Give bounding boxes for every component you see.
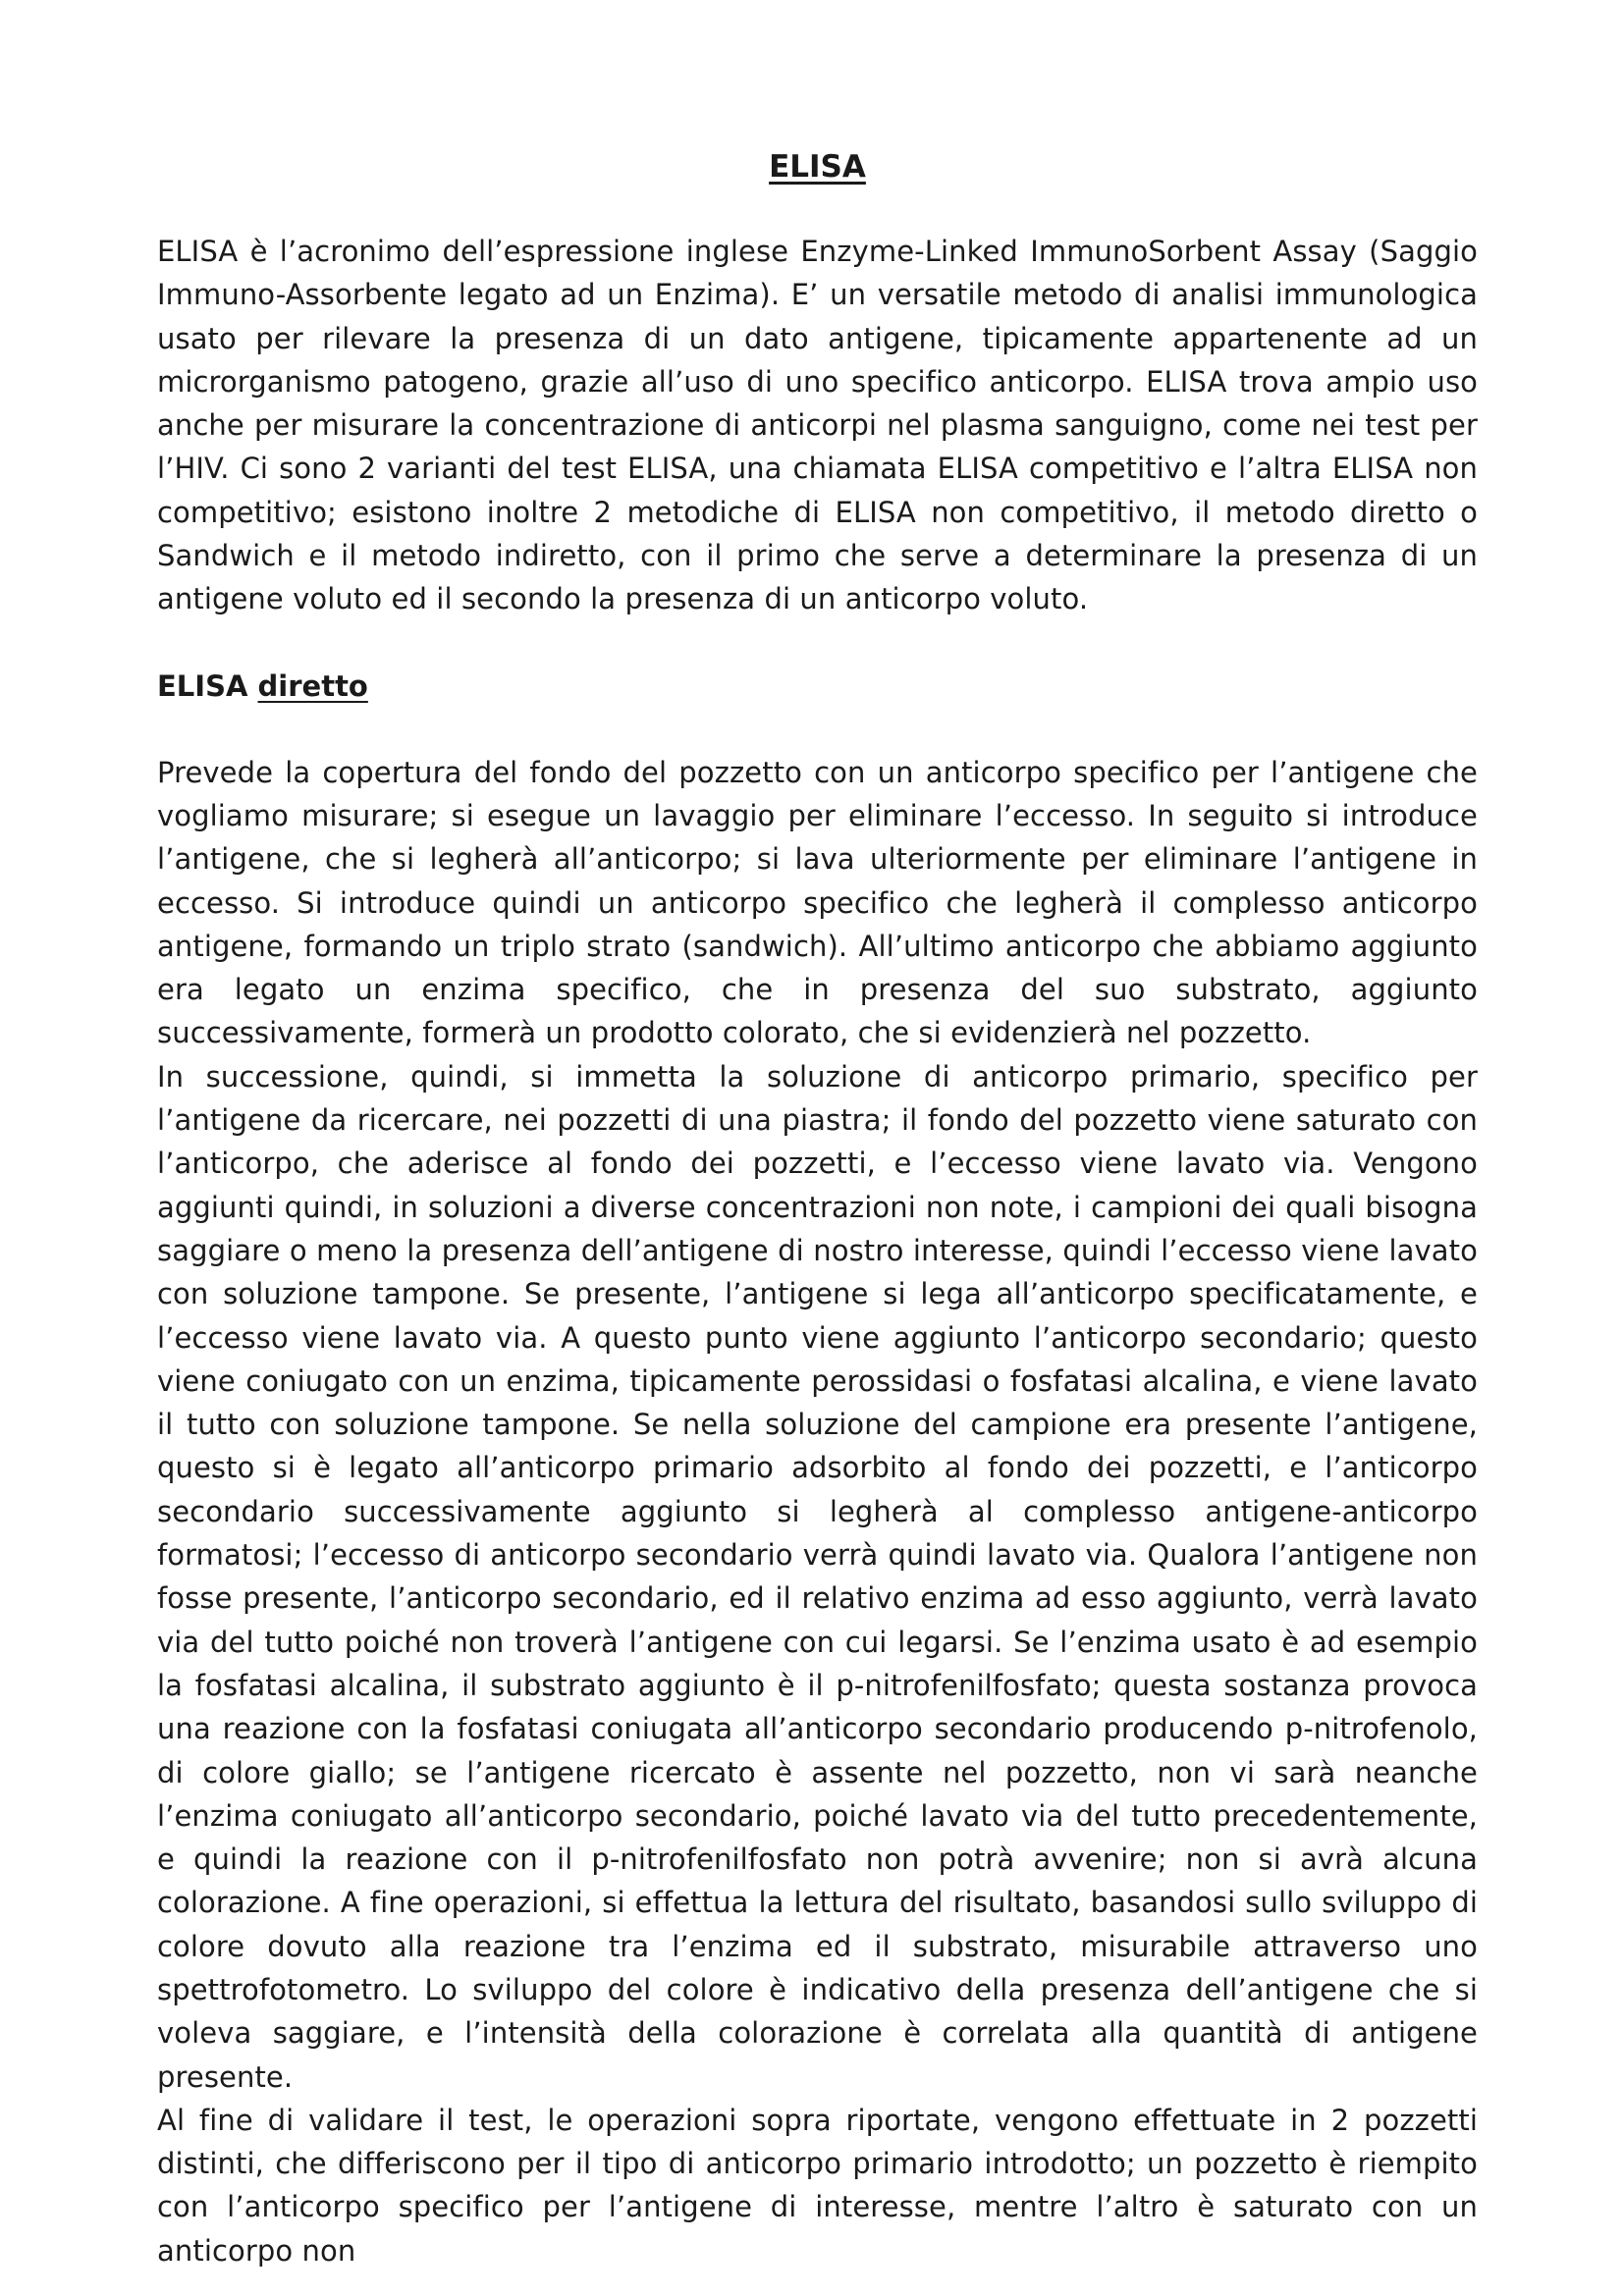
page-title: ELISA [769,149,866,185]
body-paragraph-3: Al fine di validare il test, le operazioni sopra riportate, vengono effettuate in 2 pozzetti distinti, che differiscono per il tipo di anticorpo primario introdotto; un pozzetto è riempito con l’anticorpo specifico per l’antigene di interesse, mentre l’altro è saturato con un anticorpo non [157,2103,1478,2268]
document-page [157,147,1478,2272]
section-heading-part1: ELISA [157,668,248,703]
section-heading-part2: diretto [257,668,368,703]
body-paragraph-1: Prevede la copertura del fondo del pozzetto con un anticorpo specifico per l’antigene che vogliamo misurare; si esegue un lavaggio per eliminare l’eccesso. In seguito si introduce l’antigene, che si legherà all’anticorpo; si lava ulteriormente per eliminare l’antigene in eccesso. Si introduce quindi un anticorpo specifico che legherà il complesso anticorpo antigene, formando un triplo strato (sandwich). All’ultimo anticorpo che abbiamo aggiunto era legato un enzima specifico, che in presenza del suo substrato, aggiunto successivamente, formerà un prodotto colorato, che si evidenzierà nel pozzetto. [157,755,1478,1050]
intro-paragraph: ELISA è l’acronimo dell’espressione inglese Enzyme-Linked ImmunoSorbent Assay (Saggio Immuno-Assorbente legato ad un Enzima). E’ un versatile metodo di analisi immunologica usato per rilevare la presenza di un dato antigene, tipicamente appartenente ad un microrganismo patogeno, grazie all’uso di uno specifico anticorpo. ELISA trova ampio uso anche per misurare la concentrazione di anticorpi nel plasma sanguigno, come nei test per l’HIV. Ci sono 2 varianti del test ELISA, una chiamata ELISA competitivo e l’altra ELISA non competitivo; esistono inoltre 2 metodiche di ELISA non competitivo, il metodo diretto o Sandwich e il metodo indiretto, con il primo che serve a determinare la presenza di un antigene voluto ed il secondo la presenza di un anticorpo voluto. [157,235,1478,616]
section-heading [157,665,1478,708]
body-paragraph-2: In successione, quindi, si immetta la soluzione di anticorpo primario, specifico per l’antigene da ricercare, nei pozzetti di una piastra; il fondo del pozzetto viene saturato con l’anticorpo, che aderisce al fondo dei pozzetti, e l’eccesso viene lavato via. Vengono aggiunti quindi, in soluzioni a diverse concentrazioni non note, i campioni dei quali bisogna saggiare o meno la presenza dell’antigene di nostro interesse, quindi l’eccesso viene lavato con soluzione tampone. Se presente, l’antigene si lega all’anticorpo specificatamente, e l’eccesso viene lavato via. A questo punto viene aggiunto l’anticorpo secondario; questo viene coniugato con un enzima, tipicamente perossidasi o fosfatasi alcalina, e viene lavato il tutto con soluzione tampone. Se nella soluzione del campione era presente l’antigene, questo si è legato all’anticorpo primario adsorbito al fondo dei pozzetti, e l’anticorpo secondario successivamente aggiunto si legherà al complesso antigene-anticorpo formatosi; l’eccesso di anticorpo secondario verrà quindi lavato via. Qualora l’antigene non fosse presente, l’anticorpo secondario, ed il relativo enzima ad esso aggiunto, verrà lavato via del tutto poiché non troverà l’antigene con cui legarsi. Se l’enzima usato è ad esempio la fosfatasi alcalina, il substrato aggiunto è il p-nitrofenilfosfato; questa sostanza provoca una reazione con la fosfatasi coniugata all’anticorpo secondario producendo p-nitrofenolo, di colore giallo; se l’antigene ricercato è assente nel pozzetto, non vi sarà neanche l’enzima coniugato all’anticorpo secondario, poiché lavato via del tutto precedentemente, e quindi la reazione con il p-nitrofenilfosfato non potrà avvenire; non si avrà alcuna colorazione. A fine operazioni, si effettua la lettura del risultato, basandosi sullo sviluppo di colore dovuto alla reazione tra l’enzima ed il substrato, misurabile attraverso uno spettrofotometro. Lo sviluppo del colore è indicativo della presenza dell’antigene che si voleva saggiare, e l’intensità della colorazione è correlata alla quantità di antigene presente. [157,1059,1478,2094]
